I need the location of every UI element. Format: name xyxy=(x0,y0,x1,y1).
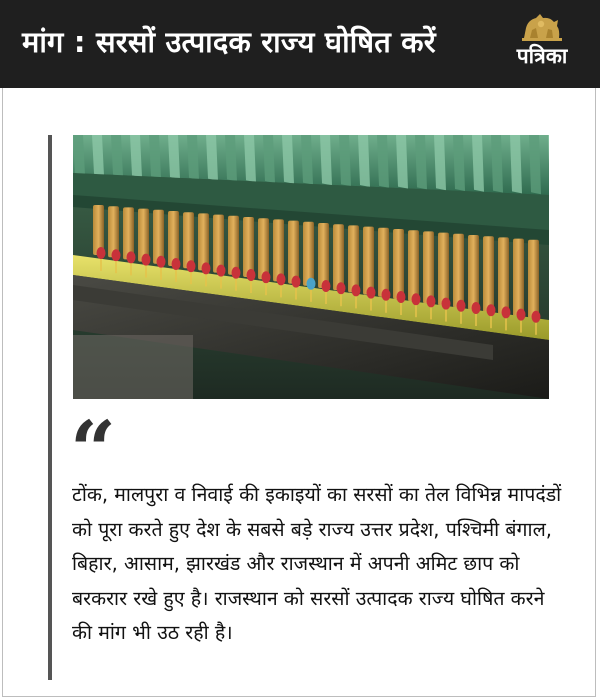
quote-mark-icon: “ xyxy=(70,403,117,497)
brand-name: पत्रिका xyxy=(516,44,568,68)
oil-filter-press-photo xyxy=(73,135,549,399)
headline: मांग : सरसों उत्पादक राज्य घोषित करें xyxy=(22,25,436,59)
header-bar xyxy=(0,0,600,88)
brand-logo[interactable] xyxy=(500,12,584,80)
quote-text: टोंक, मालपुरा व निवाई की इकाइयों का सरसों का तेल विभिन्न मापदंडों को पूरा करते हुए देश के सबसे बड़े राज्य उत्तर प्रदेश, पश्चिमी बंगाल, बिहार, आसाम, झारखंड और राजस्थान में अपनी अमिट छाप को बरकरार रखे हुए है। राजस्थान को सरसों उत्पादक राज्य घोषित करने की मांग भी उठ रही है। xyxy=(72,483,562,644)
lion-icon xyxy=(520,12,564,42)
quote-side-rule xyxy=(48,135,52,680)
